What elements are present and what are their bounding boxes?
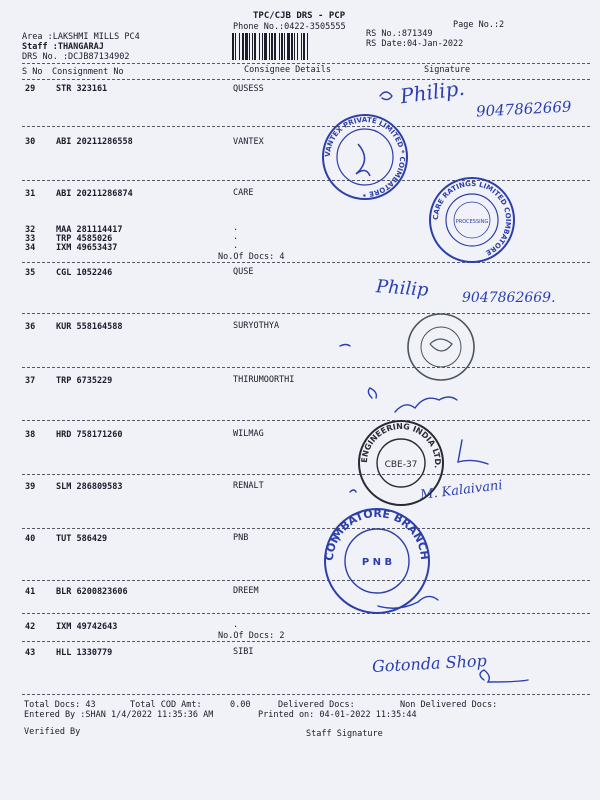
row-number: 35 <box>25 268 36 278</box>
docs-count-note: No.Of Docs: 2 <box>218 631 285 641</box>
col-sno: S No <box>22 67 43 77</box>
consignment-number: STR 323161 <box>56 84 108 94</box>
consignment-number: BLR 6200823606 <box>56 587 128 597</box>
consignee-name: . <box>233 241 239 251</box>
svg-text:CBE-37: CBE-37 <box>384 460 418 470</box>
col-consignee: Consignee Details <box>244 65 331 75</box>
consignee-name: QUSE <box>233 267 254 277</box>
row-number: 29 <box>25 84 36 94</box>
row-number: 42 <box>25 622 36 632</box>
handwritten-name: M. Kalaivani <box>419 478 504 503</box>
docs-count-note: No.Of Docs: 4 <box>218 252 285 262</box>
consignment-number: IXM 49742643 <box>56 622 118 632</box>
divider <box>22 367 590 368</box>
divider <box>22 528 590 529</box>
entered-by: Entered By :SHAN 1/4/2022 11:35:36 AM <box>24 710 214 720</box>
consignee-name: DREEM <box>233 586 259 596</box>
row-number: 37 <box>25 376 36 386</box>
handwritten-name: Gotonda Shop <box>371 651 488 676</box>
consignment-number: HLL 1330779 <box>56 648 113 658</box>
round-seal-stamp <box>406 312 476 382</box>
consignee-name: QUSESS <box>233 84 264 94</box>
consignee-name: . <box>233 223 239 233</box>
delivered-docs: Delivered Docs: <box>278 700 355 710</box>
consignee-name: CARE <box>233 188 254 198</box>
pen-mark <box>395 397 457 412</box>
consignment-number: CGL 1052246 <box>56 268 113 278</box>
svg-text:COIMBATORE BRANCH: COIMBATORE BRANCH <box>322 506 432 562</box>
staff-signature-label: Staff Signature <box>306 729 383 739</box>
svg-text:P N B: P N B <box>361 557 393 568</box>
pen-mark <box>380 92 392 100</box>
pen-mark <box>340 345 350 347</box>
vantex-company-stamp <box>320 112 410 202</box>
consignment-number: HRD 758171260 <box>56 430 123 440</box>
total-cod-label: Total COD Amt: <box>130 700 202 710</box>
non-delivered-docs: Non Delivered Docs: <box>400 700 498 710</box>
divider <box>22 79 590 80</box>
divider <box>22 613 590 614</box>
consignment-number: MAA 281114417 <box>56 225 123 235</box>
consignee-name: WILMAG <box>233 429 264 439</box>
total-docs: Total Docs: 43 <box>24 700 96 710</box>
consignment-number: TRP 6735229 <box>56 376 113 386</box>
consignee-name: RENALT <box>233 481 264 491</box>
row-number: 36 <box>25 322 36 332</box>
barcode <box>232 33 360 60</box>
divider <box>22 641 590 642</box>
consignee-name: SIBI <box>233 647 254 657</box>
svg-text:PROCESSING: PROCESSING <box>455 219 489 225</box>
divider <box>22 694 590 695</box>
engineering-company-stamp <box>356 418 446 508</box>
area-label: Area :LAKSHMI MILLS PC4 <box>22 32 140 42</box>
consignee-name: SURYOTHYA <box>233 321 280 331</box>
row-number: 30 <box>25 137 36 147</box>
pen-mark <box>480 670 528 682</box>
divider <box>22 313 590 314</box>
verified-by: Verified By <box>24 727 81 737</box>
rs-number: RS No.:871349 <box>366 29 433 39</box>
staff-label: Staff :THANGARAJ <box>22 42 104 52</box>
total-cod-value: 0.00 <box>230 700 251 710</box>
divider <box>22 474 590 475</box>
row-number: 40 <box>25 534 36 544</box>
pen-mark <box>368 388 376 398</box>
divider <box>22 126 590 127</box>
handwritten-name: Philip <box>375 276 430 301</box>
svg-text:VANTEX PRIVATE LIMITED * COIMB: VANTEX PRIVATE LIMITED * COIMBATORE * <box>323 115 407 199</box>
row-number: 43 <box>25 648 36 658</box>
row-number: 38 <box>25 430 36 440</box>
row-number: 41 <box>25 587 36 597</box>
svg-text:ENGINEERING INDIA LTD.: ENGINEERING INDIA LTD. <box>359 421 443 469</box>
consignment-number: ABI 20211286874 <box>56 189 133 199</box>
consignee-name: . <box>233 620 239 630</box>
row-number: 33 <box>25 234 36 244</box>
divider <box>22 420 590 421</box>
printed-on: Printed on: 04-01-2022 11:35:44 <box>258 710 417 720</box>
handwritten-phone: 9047862669. <box>462 290 556 306</box>
handwritten-name: Philip. <box>398 75 467 109</box>
col-consignment: Consignment No <box>52 67 124 77</box>
pen-mark <box>458 440 488 464</box>
consignment-number: KUR 558164588 <box>56 322 123 332</box>
document-title: TPC/CJB DRS - PCP <box>253 11 346 21</box>
divider <box>22 63 590 64</box>
pnb-branch-stamp <box>322 506 432 616</box>
row-number: 32 <box>25 225 36 235</box>
consignee-name: PNB <box>233 533 249 543</box>
divider <box>22 580 590 581</box>
row-number: 39 <box>25 482 36 492</box>
svg-text:CARE RATINGS LIMITED COIMBATOR: CARE RATINGS LIMITED COIMBATORE <box>431 179 513 257</box>
consignment-number: TRP 4585026 <box>56 234 113 244</box>
consignment-number: IXM 49653437 <box>56 243 118 253</box>
care-ratings-stamp <box>428 176 516 264</box>
col-signature: Signature <box>424 65 471 75</box>
consignee-name: THIRUMOORTHI <box>233 375 295 385</box>
handwritten-phone: 9047862669 <box>475 97 572 121</box>
barcode-bar <box>307 33 308 60</box>
drs-number: DRS No. :DCJB87134902 <box>22 52 130 62</box>
page-number: Page No.:2 <box>453 20 505 30</box>
consignment-number: TUT 586429 <box>56 534 108 544</box>
phone-number: Phone No.:0422-3505555 <box>233 22 346 32</box>
consignee-name: . <box>233 232 239 242</box>
consignment-number: SLM 286809583 <box>56 482 123 492</box>
consignment-number: ABI 20211286558 <box>56 137 133 147</box>
rs-date: RS Date:04-Jan-2022 <box>366 39 464 49</box>
consignee-name: VANTEX <box>233 137 264 147</box>
row-number: 34 <box>25 243 36 253</box>
row-number: 31 <box>25 189 36 199</box>
